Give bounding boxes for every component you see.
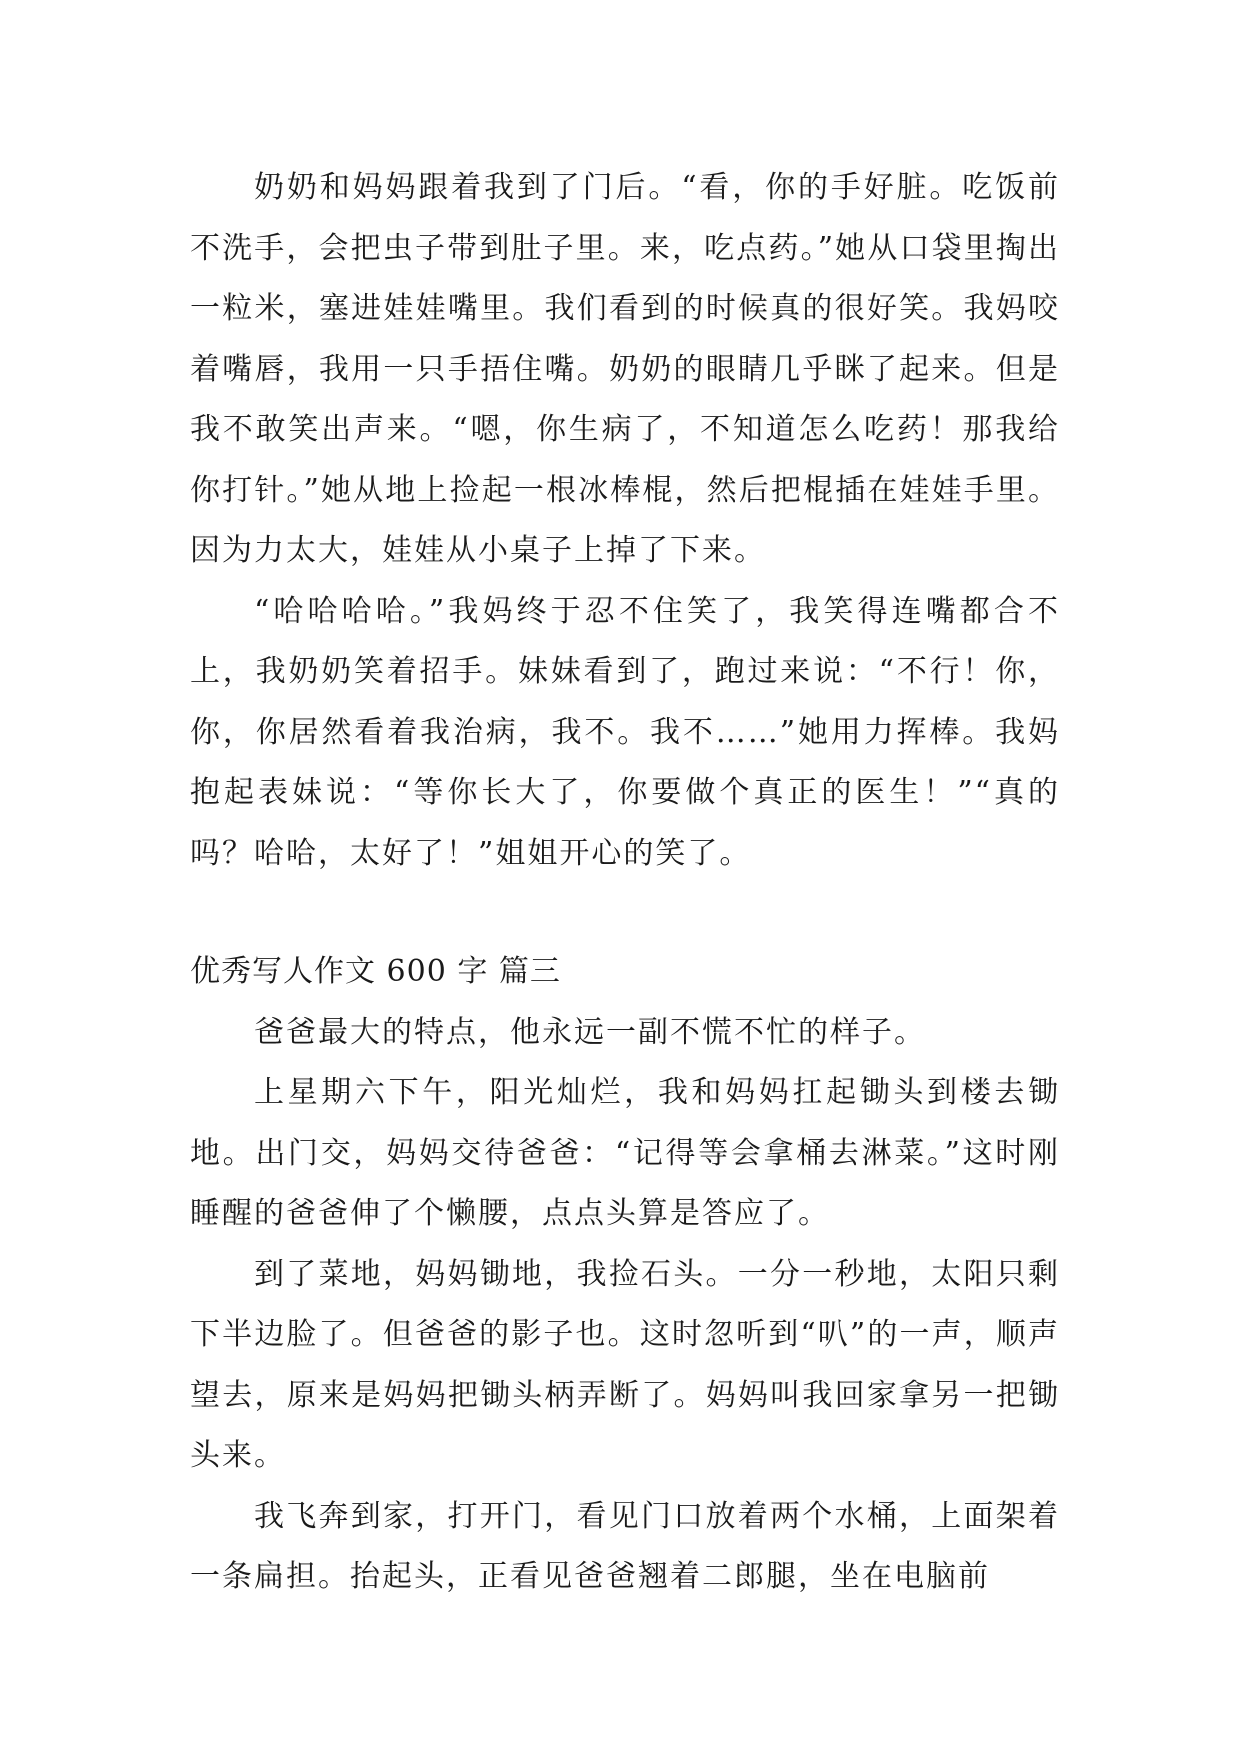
section-spacer — [190, 884, 1060, 942]
paragraph: 我飞奔到家，打开门，看见门口放着两个水桶，上面架着一条扁担。抬起头，正看见爸爸翘着二郎腿，坐在电脑前 — [190, 1498, 1060, 1594]
paragraph: 爸爸最大的特点，他永远一副不慌不忙的样子。 — [254, 1014, 926, 1050]
paragraph: 奶奶和妈妈跟着我到了门后。“看，你的手好脏。吃饭前不洗手，会把虫子带到肚子里。来，吃点药。”她从口袋里掏出一粒米，塞进娃娃嘴里。我们看到的时候真的很好笑。我妈咬着嘴唇，我用一只手捂住嘴。奶奶的眼睛几乎眯了起来。但是我不敢笑出声来。“嗯，你生病了，不知道怎么吃药！那我给你打针。”她从地上捡起一根冰棒棍，然后把棍插在娃娃手里。因为力太大，娃娃从小桌子上掉了下来。 — [190, 170, 1060, 568]
document-page — [190, 158, 1060, 1608]
paragraph: 上星期六下午，阳光灿烂，我和妈妈扛起锄头到楼去锄地。出门交，妈妈交待爸爸：“记得等会拿桶去淋菜。”这时刚睡醒的爸爸伸了个懒腰，点点头算是答应了。 — [190, 1075, 1060, 1231]
paragraph: 到了菜地，妈妈锄地，我捡石头。一分一秒地，太阳只剩下半边脸了。但爸爸的影子也。这时忽听到“叭”的一声，顺声望去，原来是妈妈把锄头柄弄断了。妈妈叫我回家拿另一把锄头来。 — [190, 1256, 1060, 1473]
section-heading: 优秀写人作文 600 字 篇三 — [190, 954, 561, 989]
paragraph: “哈哈哈哈。”我妈终于忍不住笑了，我笑得连嘴都合不上，我奶奶笑着招手。妹妹看到了，跑过来说：“不行！你，你，你居然看着我治病，我不。我不……”她用力挥棒。我妈抱起表妹说：“等你长大了，你要做个真正的医生！”“真的吗？哈哈，太好了！”姐姐开心的笑了。 — [190, 593, 1060, 871]
